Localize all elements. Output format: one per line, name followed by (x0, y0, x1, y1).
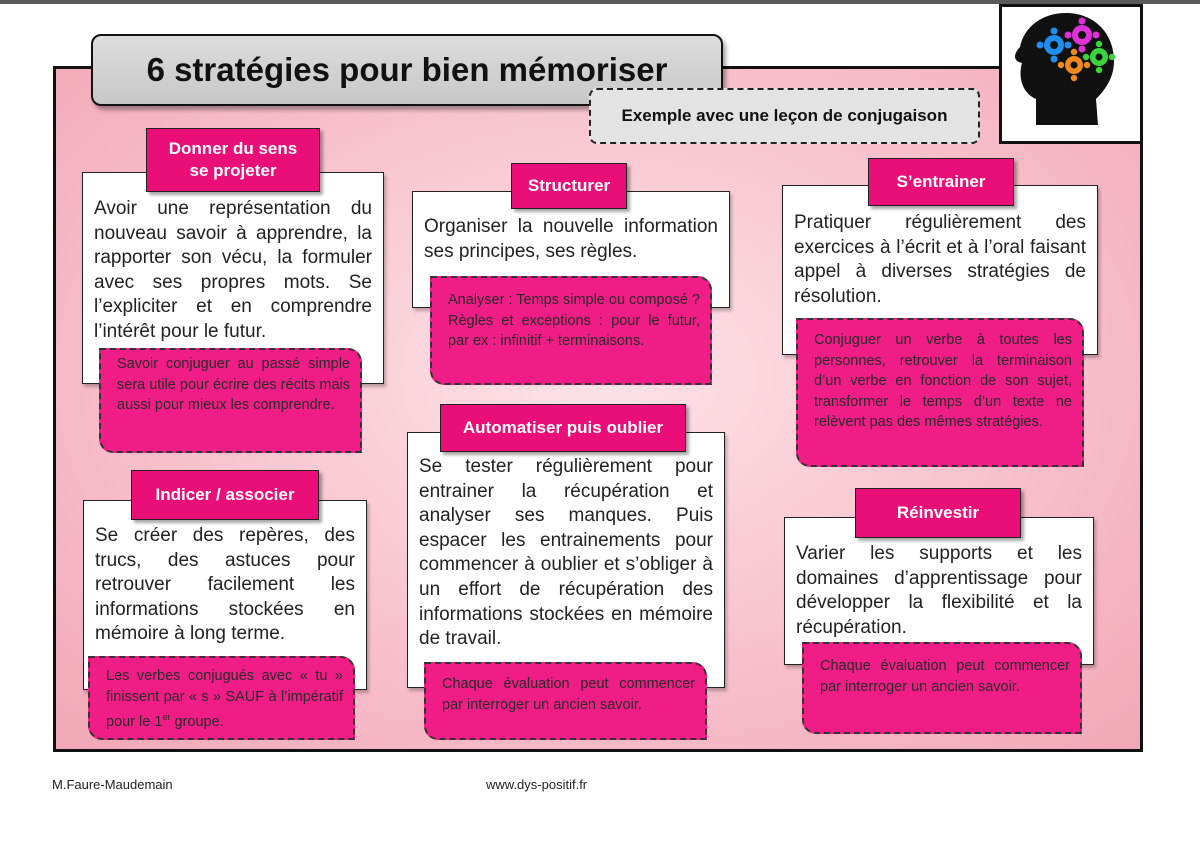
page-subtitle (589, 88, 980, 144)
head-gears-icon (999, 4, 1143, 144)
strategy-example-sens: Savoir conjuguer au passé simple sera utile pour écrire des récits mais aussi pour mieux les comprendre. (99, 348, 362, 453)
strategy-text-entrainer: Pratiquer régulièrement des exercices à l’écrit et à l’oral faisant appel à diverses stratégies de résolution. (794, 212, 1086, 307)
strategy-label-automatiser: Automatiser puis oublier (440, 404, 686, 452)
strategy-example-automatiser: Chaque évaluation peut commencer par interroger un ancien savoir. (424, 662, 707, 740)
strategy-label-sens: Donner du sens se projeter (146, 128, 320, 192)
page-subtitle-text: Exemple avec une leçon de conjugaison (621, 106, 948, 125)
example-indicer-text: Les verbes conjugués avec « tu » finissent par « s » SAUF à l’impératif pour le 1 (106, 668, 343, 730)
strategy-card-automatiser (407, 432, 725, 688)
strategy-label-entrainer: S’entrainer (868, 158, 1014, 206)
strategy-example-reinvestir: Chaque évaluation peut commencer par interroger un ancien savoir. (802, 642, 1082, 734)
strategy-label-reinvestir: Réinvestir (855, 488, 1021, 538)
strategy-example-structurer: Analyser : Temps simple ou composé ? Règles et exceptions : pour le futur, par ex : infinitif + terminaisons. (430, 276, 712, 385)
strategy-label-structurer: Structurer (511, 163, 627, 209)
strategy-text-automatiser: Se tester régulièrement pour entrainer la récupération et analyser ses manques. Puis espacer les entrainements pour commencer à oublier et s’obliger à un effort de récupération des informations stockées en mémoire de travail. (419, 456, 713, 650)
strategy-text-structurer: Organiser la nouvelle information ses principes, ses règles. (424, 216, 718, 262)
strategy-label-indicer (131, 470, 319, 520)
example-indicer-text-end: groupe. (170, 713, 224, 730)
strategy-example-entrainer: Conjuguer un verbe à toutes les personnes, retrouver la terminaison d’un verbe en fonction de son sujet, transformer le temps d’un texte ne relèvent pas des mêmes stratégies. (796, 318, 1084, 467)
strategy-example-indicer (88, 656, 355, 740)
footer-website[interactable]: www.dys-positif.fr (486, 777, 588, 792)
footer-author: M.Faure-Maudemain (52, 777, 173, 792)
example-indicer-sup: er (162, 712, 171, 722)
page-title-text: 6 stratégies pour bien mémoriser (146, 51, 668, 88)
strategy-text-reinvestir: Varier les supports et les domaines d’apprentissage pour développer la flexibilité et la récupération. (796, 543, 1082, 638)
strategy-text-sens: Avoir une représentation du nouveau savoir à apprendre, la rapporter son vécu, la formuler avec ses propres mots. Se l’expliciter et en comprendre l’intérêt pour le futur. (94, 198, 372, 342)
strategy-text-indicer: Se créer des repères, des trucs, des astuces pour retrouver facilement les informations stockées en mémoire à long terme. (95, 525, 355, 645)
strategy-label-indicer-text: Indicer / associer (155, 485, 295, 504)
